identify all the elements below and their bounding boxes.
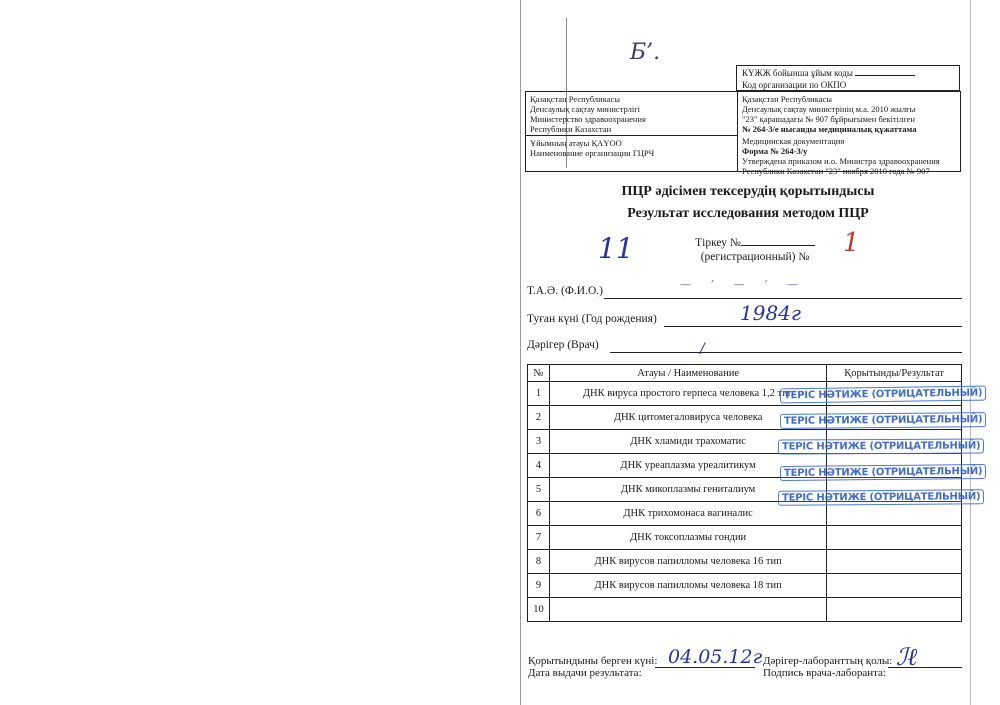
table-header-row bbox=[528, 365, 962, 382]
negative-result-stamp: ТЕРІС НӘТИЖЕ (ОТРИЦАТЕЛЬНЫЙ) bbox=[780, 386, 987, 404]
handwritten-top-mark: Б’. bbox=[630, 40, 661, 65]
column-header-result: Қорытынды/Результат bbox=[827, 365, 962, 382]
row-number: 3 bbox=[528, 430, 550, 454]
result-cell bbox=[827, 550, 962, 574]
title-ru: Результат исследования методом ПЦР bbox=[627, 206, 869, 221]
handwritten-name: — ’ — ’ — bbox=[680, 278, 806, 291]
test-name: ДНК токсоплазмы гондии bbox=[549, 526, 826, 550]
negative-result-stamp: ТЕРІС НӘТИЖЕ (ОТРИЦАТЕЛЬНЫЙ) bbox=[780, 464, 987, 481]
approval-line: № 264-3/е нысанды медициналық құжаттама bbox=[742, 124, 917, 134]
field-fio-line bbox=[604, 298, 962, 299]
column-header-number: № bbox=[528, 365, 550, 382]
test-name: ДНК вирусов папилломы человека 18 тип bbox=[549, 574, 826, 598]
negative-result-stamp: ТЕРІС НӘТИЖЕ (ОТРИЦАТЕЛЬНЫЙ) bbox=[778, 438, 984, 454]
approval-line: "23" қарашадағы № 907 бұйрығымен бекітілген bbox=[742, 114, 915, 124]
form-number: Форма № 264-3/у bbox=[742, 146, 808, 156]
row-number: 10 bbox=[528, 598, 550, 622]
handwritten-reg-left: 11 bbox=[598, 232, 634, 265]
ministry-line: Қазақстан Республикасы bbox=[530, 94, 620, 104]
test-name: ДНК хламиди трахоматис bbox=[549, 430, 826, 454]
registration-line bbox=[741, 235, 815, 246]
signature-label-kz: Дәрігер-лаборанттың қолы: bbox=[763, 655, 893, 667]
field-fio bbox=[527, 285, 603, 297]
issue-date-label-ru: Дата выдачи результата: bbox=[528, 667, 642, 679]
row-number: 8 bbox=[528, 550, 550, 574]
test-name: ДНК микоплазмы гениталиум bbox=[549, 478, 826, 502]
approval-line: Утверждена приказом и.о. Министра здравоохранения bbox=[742, 156, 940, 166]
handwritten-reg-right: 1 bbox=[843, 228, 860, 258]
row-number: 6 bbox=[528, 502, 550, 526]
handwritten-issue-date: 04.05.12г bbox=[668, 646, 763, 668]
signature-label-ru: Подпись врача-лаборанта: bbox=[763, 667, 886, 679]
title-kz: ПЦР әдісімен тексерудің қорытындысы bbox=[621, 184, 875, 199]
result-cell bbox=[827, 526, 962, 550]
ministry-line: Республики Казахстан bbox=[530, 124, 612, 134]
field-birth bbox=[527, 313, 657, 325]
field-doctor bbox=[527, 339, 599, 351]
field-doctor-label: Дәрігер (Врач) bbox=[527, 339, 599, 351]
row-number: 2 bbox=[528, 406, 550, 430]
test-name bbox=[549, 598, 826, 622]
form-header bbox=[525, 91, 961, 176]
ministry-block bbox=[526, 92, 737, 136]
issue-date-label-kz: Қорытындыны берген күні: bbox=[528, 655, 658, 667]
signature-label bbox=[763, 655, 892, 679]
okpo-label-kz: КҮЖЖ бойынша ұйым коды bbox=[742, 68, 853, 78]
ministry-line: Министерство здравоохранения bbox=[530, 114, 646, 124]
sheet-edge bbox=[520, 0, 521, 705]
row-number: 7 bbox=[528, 526, 550, 550]
approval-block-ru bbox=[738, 134, 962, 178]
organization-line: Ұйымның атауы ҚАҮОО bbox=[530, 138, 622, 148]
table-row bbox=[528, 502, 962, 526]
ministry-line: Денсаулық сақтау министрлігі bbox=[530, 104, 641, 114]
row-number: 5 bbox=[528, 478, 550, 502]
field-birth-label: Туған күні (Год рождения) bbox=[527, 313, 657, 325]
approval-line: Республики Казахстан "23" ноября 2010 года № 907 bbox=[742, 166, 930, 176]
result-cell bbox=[827, 574, 962, 598]
handwritten-birth-year: 1984г bbox=[740, 301, 802, 325]
okpo-code-box bbox=[736, 65, 960, 91]
issue-date-label bbox=[528, 655, 657, 679]
negative-result-stamp: ТЕРІС НӘТИЖЕ (ОТРИЦАТЕЛЬНЫЙ) bbox=[778, 489, 984, 505]
row-number: 9 bbox=[528, 574, 550, 598]
okpo-label-ru: Код организации по ОКПО bbox=[742, 80, 847, 90]
test-name: ДНК уреаплазма уреалитикум bbox=[549, 454, 826, 478]
table-row bbox=[528, 598, 962, 622]
field-birth-line bbox=[664, 326, 962, 327]
test-name: ДНК цитомегаловируса человека bbox=[549, 406, 826, 430]
test-name: ДНК вирусов папилломы человека 16 тип bbox=[549, 550, 826, 574]
row-number: 4 bbox=[528, 454, 550, 478]
test-name: ДНК трихомонаса вагиналис bbox=[549, 502, 826, 526]
registration-number bbox=[640, 235, 870, 264]
okpo-code-line bbox=[855, 67, 915, 76]
approval-line: Қазақстан Республикасы bbox=[742, 94, 832, 104]
table-row bbox=[528, 526, 962, 550]
handwritten-signature: ℐℓ bbox=[896, 643, 918, 671]
result-cell bbox=[827, 598, 962, 622]
handwritten-doctor: / bbox=[700, 341, 705, 357]
approval-line: Медицинская документация bbox=[742, 136, 845, 146]
approval-line: Денсаулық сақтау министрінің м.а. 2010 жылғы bbox=[742, 104, 916, 114]
field-fio-label: Т.А.Ә. (Ф.И.О.) bbox=[527, 285, 603, 297]
test-name: ДНК вируса простого герпеса человека 1,2 тип bbox=[549, 382, 826, 406]
column-header-name: Атауы / Наименование bbox=[549, 365, 826, 382]
table-row bbox=[528, 550, 962, 574]
row-number: 1 bbox=[528, 382, 550, 406]
table-row bbox=[528, 574, 962, 598]
approval-block-kz bbox=[738, 92, 962, 136]
field-doctor-line bbox=[610, 352, 962, 353]
organization-line: Наименование организации ГЦРЧ bbox=[530, 148, 655, 158]
organization-block bbox=[526, 136, 737, 160]
negative-result-stamp: ТЕРІС НӘТИЖЕ (ОТРИЦАТЕЛЬНЫЙ) bbox=[780, 412, 987, 429]
sheet-edge-right bbox=[970, 0, 971, 705]
registration-label-ru: (регистрационный) № bbox=[700, 251, 810, 263]
registration-label-kz: Тіркеу № bbox=[695, 237, 741, 249]
